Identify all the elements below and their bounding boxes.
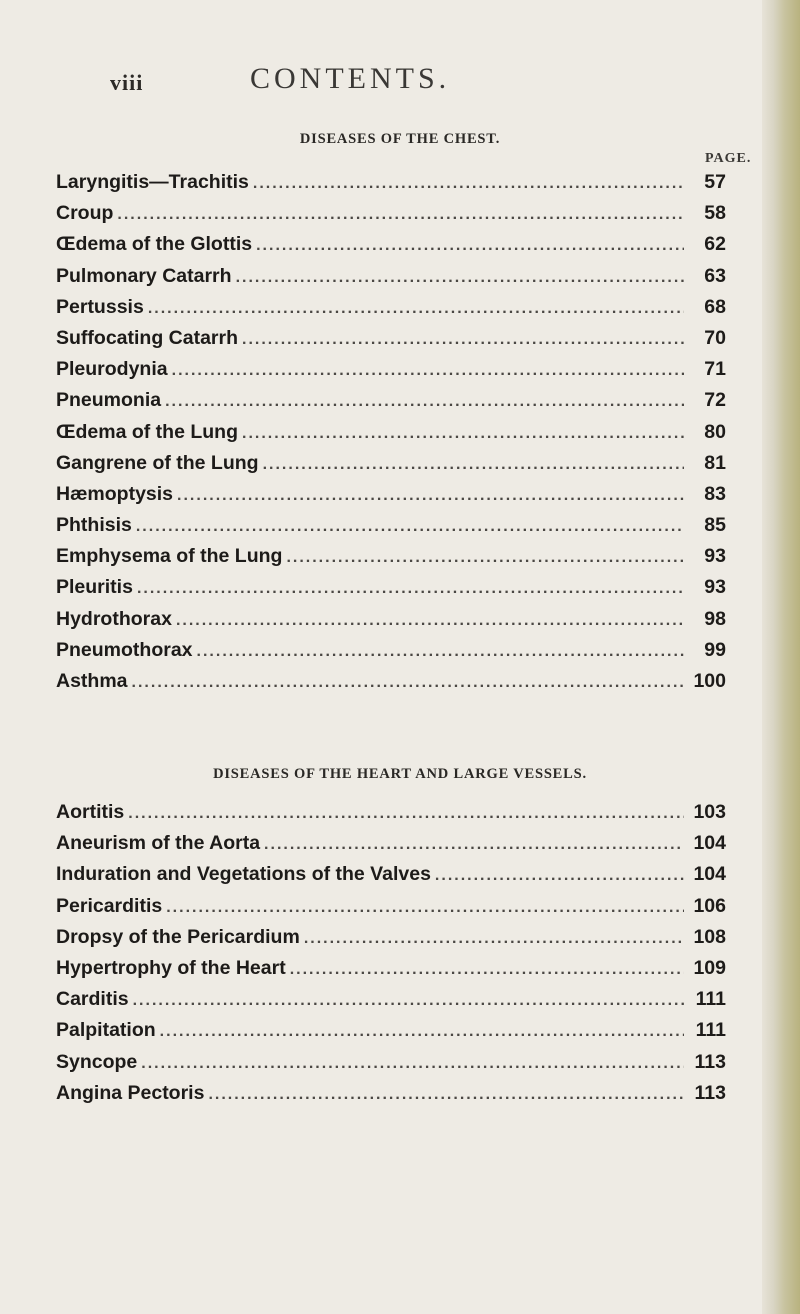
contents-entry [56,957,726,988]
dot-leader [197,643,684,661]
contents-entry [56,863,726,894]
contents-entry [56,265,726,296]
dot-leader [160,1023,684,1041]
dot-leader [264,836,684,854]
entry-page-number: 81 [704,451,726,474]
entry-page-number: 113 [694,1050,726,1073]
entry-title: Hypertrophy of the Heart [56,956,286,979]
entry-page-number: 80 [704,420,726,443]
dot-leader [136,518,684,536]
contents-entry [56,576,726,607]
dot-leader [128,805,684,823]
entry-title: Dropsy of the Pericardium [56,925,300,948]
entry-page-number: 108 [693,925,726,948]
contents-entry [56,452,726,483]
contents-entry [56,639,726,670]
dot-leader [304,930,684,948]
entry-title: Angina Pectoris [56,1081,205,1104]
entry-title: Pleuritis [56,576,133,599]
entry-page-number: 70 [704,326,726,349]
entry-title: Œdema of the Lung [56,420,238,443]
dot-leader [242,425,684,443]
entry-page-number: 111 [695,1019,726,1042]
contents-entry [56,801,726,832]
entry-page-number: 113 [694,1081,726,1104]
entry-title: Gangrene of the Lung [56,451,259,474]
entry-title: Suffocating Catarrh [56,326,239,349]
contents-entry [56,545,726,576]
contents-entry [56,988,726,1019]
entry-page-number: 93 [704,576,726,599]
entry-title: Asthma [56,670,128,692]
entry-page-number: 93 [704,545,726,568]
contents-entry [56,233,726,264]
dot-leader [148,300,684,318]
contents-entry [56,1051,726,1082]
entry-title: Pleurodynia [56,358,168,381]
contents-entry [56,389,726,420]
entry-page-number: 57 [704,171,726,193]
entry-title: Laryngitis—Trachitis [56,171,249,193]
entry-page-number: 99 [704,638,726,661]
entry-title: Palpitation [56,1019,156,1042]
dot-leader [137,580,684,598]
entry-title: Phthisis [56,514,132,537]
section-heading-chest: DISEASES OF THE CHEST. [299,131,501,147]
entry-title: Hydrothorax [56,607,172,630]
entry-page-number: 83 [704,482,726,505]
dot-leader [117,206,684,224]
entry-title: Œdema of the Glottis [56,233,253,256]
entry-page-number: 109 [693,956,726,979]
dot-leader [435,867,684,885]
running-head-title: CONTENTS. [250,62,451,95]
page-edge [762,0,800,1314]
contents-entry [56,327,726,358]
dot-leader [172,362,684,380]
entry-title: Hæmoptysis [56,482,174,505]
contents-list-chest [56,171,726,701]
entry-title: Pneumonia [56,389,162,412]
contents-entry [56,358,726,389]
entry-page-number: 72 [704,389,726,412]
contents-entry [56,171,726,202]
contents-entry [56,202,726,233]
entry-page-number: 104 [693,832,726,855]
dot-leader [286,549,684,567]
dot-leader [165,393,684,411]
entry-page-number: 62 [704,233,726,256]
contents-entry [56,1019,726,1050]
contents-entry [56,926,726,957]
entry-page-number: 104 [693,863,726,886]
entry-page-number: 71 [704,358,726,381]
entry-title: Emphysema of the Lung [56,545,283,568]
entry-title: Pulmonary Catarrh [56,264,232,287]
dot-leader [290,961,684,979]
dot-leader [242,331,684,349]
contents-list-heart [56,801,726,1113]
dot-leader [132,674,684,692]
contents-entry [56,670,726,701]
dot-leader [253,175,684,193]
entry-title: Aortitis [56,801,125,823]
section-heading-heart: DISEASES OF THE HEART AND LARGE VESSELS. [213,766,587,782]
entry-title: Pertussis [56,295,144,318]
entry-page-number: 100 [693,670,726,692]
dot-leader [236,269,684,287]
dot-leader [133,992,684,1010]
dot-leader [177,487,684,505]
running-head [0,62,800,102]
entry-page-number: 63 [704,264,726,287]
dot-leader [263,456,684,474]
page-column-label: PAGE. [705,151,752,166]
dot-leader [256,237,684,255]
dot-leader [141,1055,684,1073]
entry-title: Aneurism of the Aorta [56,832,261,855]
entry-page-number: 103 [693,801,726,823]
contents-entry [56,514,726,545]
entry-page-number: 111 [695,988,726,1011]
entry-page-number: 98 [704,607,726,630]
entry-title: Croup [56,202,114,225]
entry-title: Carditis [56,988,129,1011]
dot-leader [176,612,684,630]
entry-page-number: 106 [693,894,726,917]
contents-entry [56,1082,726,1113]
entry-title: Pericarditis [56,894,163,917]
dot-leader [208,1086,684,1104]
entry-title: Induration and Vegetations of the Valves [56,863,431,886]
contents-entry [56,832,726,863]
dot-leader [166,899,684,917]
entry-title: Pneumothorax [56,638,193,661]
contents-entry [56,608,726,639]
page-folio: viii [110,70,144,95]
contents-entry [56,421,726,452]
contents-entry [56,895,726,926]
entry-page-number: 68 [704,295,726,318]
entry-page-number: 58 [704,202,726,225]
contents-entry [56,483,726,514]
entry-page-number: 85 [704,514,726,537]
entry-title: Syncope [56,1050,138,1073]
contents-entry [56,296,726,327]
